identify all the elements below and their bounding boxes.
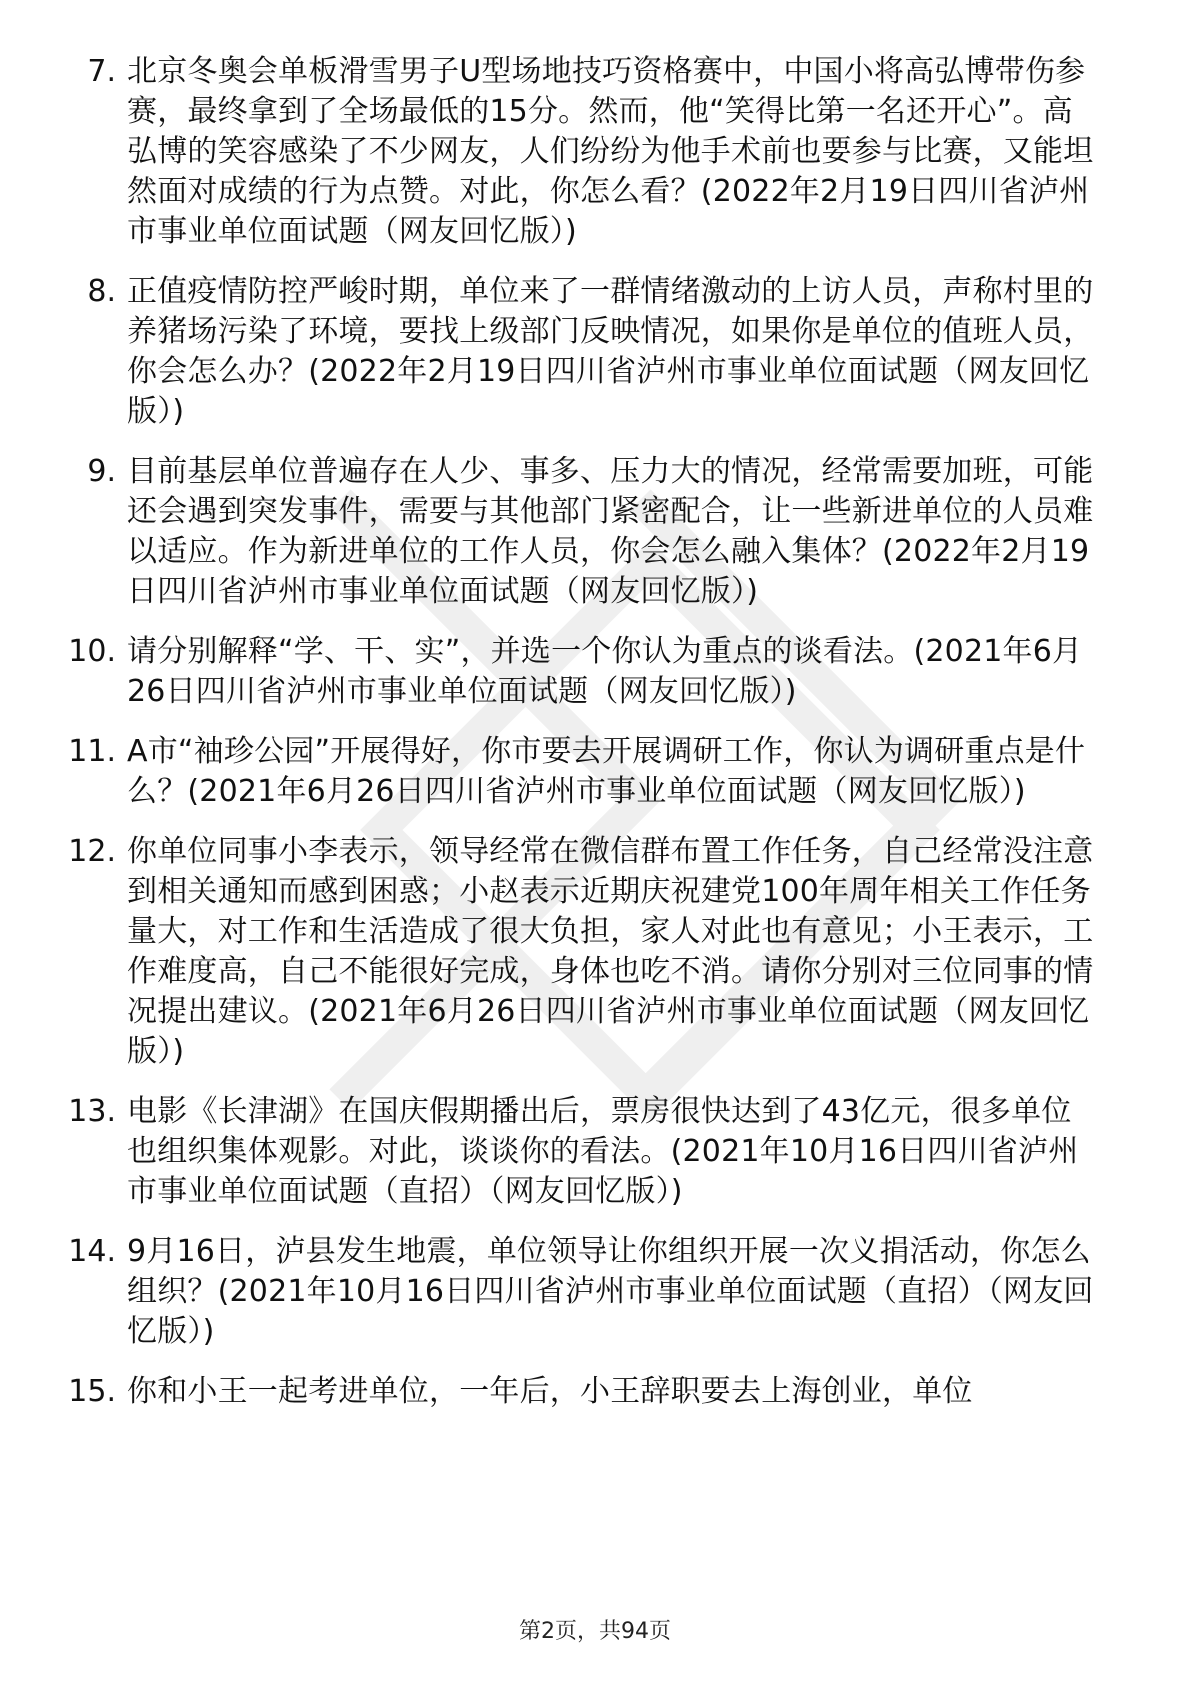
question-text: 你单位同事小李表示，领导经常在微信群布置工作任务，自己经常没注意到相关通知而感到困惑；小赵表示近期庆祝建党100年周年相关工作任务量大，对工作和生活造成了很大负担，家人对此也有意见；小王表示，工作难度高，自己不能很好完成，身体也吃不消。请你分别对三位同事的情况提出建议。(2021年6月26日四川省泸州市事业单位面试题（网友回忆版）) bbox=[127, 834, 1094, 1069]
question-text: 9月16日，泸县发生地震，单位领导让你组织开展一次义捐活动，你怎么组织？(2021年10月16日四川省泸州市事业单位面试题（直招）（网友回忆版）) bbox=[127, 1234, 1094, 1349]
question-number: 13. bbox=[68, 1094, 116, 1129]
question-text: A市“袖珍公园”开展得好，你市要去开展调研工作，你认为调研重点是什么？(2021年6月26日四川省泸州市事业单位面试题（网友回忆版）) bbox=[127, 734, 1086, 809]
question-list bbox=[0, 52, 1190, 1432]
question-text: 电影《长津湖》在国庆假期播出后，票房很快达到了43亿元，很多单位也组织集体观影。对此，谈谈你的看法。(2021年10月16日四川省泸州市事业单位面试题（直招）（网友回忆版）) bbox=[127, 1094, 1079, 1209]
question-item-14 bbox=[0, 1232, 1190, 1352]
question-number: 8. bbox=[87, 274, 116, 309]
question-item-10 bbox=[0, 632, 1190, 712]
question-number: 7. bbox=[87, 54, 116, 89]
question-text: 你和小王一起考进单位，一年后，小王辞职要去上海创业，单位 bbox=[127, 1374, 973, 1409]
question-item-15 bbox=[0, 1372, 1190, 1412]
question-item-13 bbox=[0, 1092, 1190, 1212]
question-number: 10. bbox=[68, 634, 116, 669]
question-text: 北京冬奥会单板滑雪男子U型场地技巧资格赛中，中国小将高弘博带伤参赛，最终拿到了全场最低的15分。然而，他“笑得比第一名还开心”。高弘博的笑容感染了不少网友，人们纷纷为他手术前也要参与比赛，又能坦然面对成绩的行为点赞。对此，你怎么看？(2022年2月19日四川省泸州市事业单位面试题（网友回忆版）) bbox=[127, 54, 1094, 249]
question-item-8 bbox=[0, 272, 1190, 432]
question-number: 14. bbox=[68, 1234, 116, 1269]
page-number-label: 第2页，共94页 bbox=[519, 1619, 671, 1644]
page-footer bbox=[0, 1618, 1190, 1646]
question-item-11 bbox=[0, 732, 1190, 812]
question-text: 正值疫情防控严峻时期，单位来了一群情绪激动的上访人员，声称村里的养猪场污染了环境，要找上级部门反映情况，如果你是单位的值班人员，你会怎么办？(2022年2月19日四川省泸州市事业单位面试题（网友回忆版）) bbox=[127, 274, 1094, 429]
question-number: 15. bbox=[68, 1374, 116, 1409]
question-number: 11. bbox=[68, 734, 116, 769]
question-item-9 bbox=[0, 452, 1190, 612]
question-item-12 bbox=[0, 832, 1190, 1072]
question-item-7 bbox=[0, 52, 1190, 252]
question-text: 目前基层单位普遍存在人少、事多、压力大的情况，经常需要加班，可能还会遇到突发事件，需要与其他部门紧密配合，让一些新进单位的人员难以适应。作为新进单位的工作人员，你会怎么融入集体？(2022年2月19日四川省泸州市事业单位面试题（网友回忆版）) bbox=[127, 454, 1094, 609]
question-number: 9. bbox=[87, 454, 116, 489]
question-number: 12. bbox=[68, 834, 116, 869]
question-text: 请分别解释“学、干、实”，并选一个你认为重点的谈看法。(2021年6月26日四川省泸州市事业单位面试题（网友回忆版）) bbox=[127, 634, 1083, 709]
